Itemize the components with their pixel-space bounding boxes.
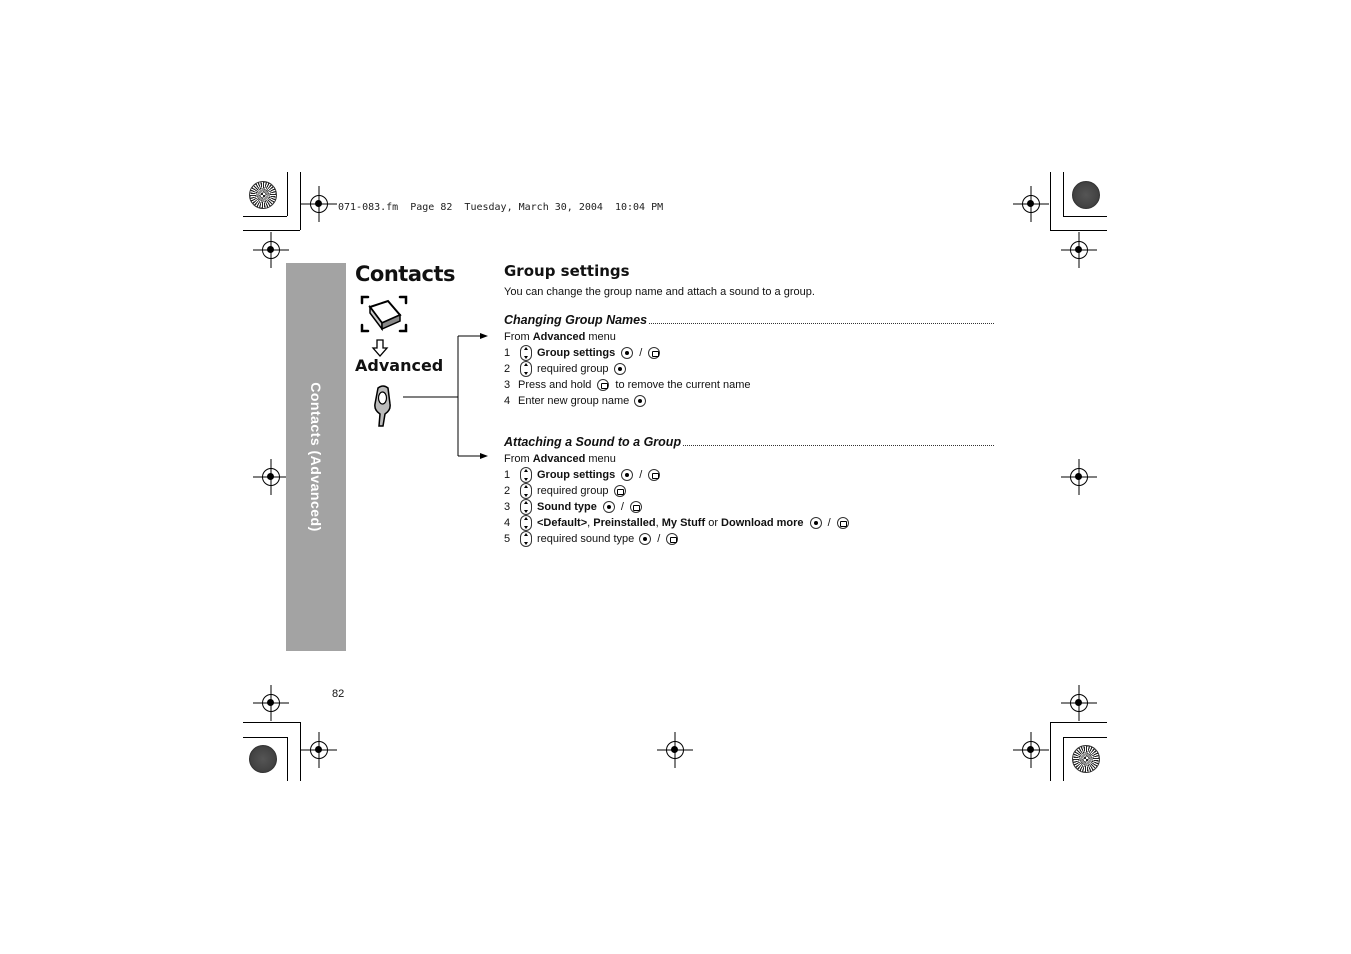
list-item: 5 required sound type /: [504, 532, 681, 546]
side-tab-label: Contacts (Advanced): [308, 382, 324, 532]
registration-star-icon: [249, 181, 277, 209]
page-number: 82: [332, 688, 345, 700]
nav-key-icon: [520, 515, 532, 531]
registration-star-icon: [1072, 181, 1100, 209]
advanced-key-icon: [370, 384, 396, 428]
ok-key-icon: [621, 469, 633, 481]
registration-target-icon: [1070, 468, 1088, 486]
registration-target-icon: [1070, 694, 1088, 712]
contacts-card-icon: [358, 293, 410, 335]
soft-key-icon: [597, 379, 609, 391]
list-item: 3 Press and hold to remove the current name: [504, 379, 751, 391]
list-item: 4 <Default> , Preinstalled , My Stuff or Download more /: [504, 516, 852, 530]
nav-key-icon: [520, 499, 532, 515]
ok-key-icon: [603, 501, 615, 513]
list-item: 3 Sound type /: [504, 500, 645, 514]
list-item: 1 Group settings /: [504, 468, 663, 482]
list-item: 2 required group: [504, 362, 629, 376]
advanced-menu-label: Advanced: [355, 356, 444, 375]
nav-key-icon: [520, 483, 532, 499]
registration-target-icon: [262, 468, 280, 486]
soft-key-icon: [630, 501, 642, 513]
file-info: 071-083.fm Page 82 Tuesday, March 30, 2004 10:04 PM: [338, 202, 664, 213]
ok-key-icon: [621, 347, 633, 359]
page-title: Contacts: [355, 262, 455, 286]
list-item: 4 Enter new group name: [504, 394, 649, 408]
registration-target-icon: [1022, 195, 1040, 213]
from-line: From Advanced menu: [504, 453, 616, 465]
soft-key-icon: [648, 347, 660, 359]
registration-target-icon: [310, 741, 328, 759]
arrow-down-icon: [371, 339, 389, 357]
subsection-heading: Attaching a Sound to a Group: [504, 433, 994, 449]
nav-key-icon: [520, 467, 532, 483]
registration-target-icon: [310, 195, 328, 213]
ok-key-icon: [614, 363, 626, 375]
registration-star-icon: [249, 745, 277, 773]
soft-key-icon: [666, 533, 678, 545]
registration-star-icon: [1072, 745, 1100, 773]
soft-key-icon: [648, 469, 660, 481]
ok-key-icon: [634, 395, 646, 407]
soft-key-icon: [614, 485, 626, 497]
registration-target-icon: [666, 741, 684, 759]
registration-target-icon: [1022, 741, 1040, 759]
flow-connector: [400, 330, 492, 462]
section-intro: You can change the group name and attach a sound to a group.: [504, 286, 815, 298]
ok-key-icon: [639, 533, 651, 545]
nav-key-icon: [520, 345, 532, 361]
nav-key-icon: [520, 361, 532, 377]
section-title: Group settings: [504, 262, 630, 280]
list-item: 2 required group: [504, 484, 629, 498]
subsection-heading: Changing Group Names: [504, 311, 994, 327]
registration-target-icon: [262, 241, 280, 259]
from-line: From Advanced menu: [504, 331, 616, 343]
soft-key-icon: [837, 517, 849, 529]
list-item: 1 Group settings /: [504, 346, 663, 360]
registration-target-icon: [1070, 241, 1088, 259]
ok-key-icon: [810, 517, 822, 529]
nav-key-icon: [520, 531, 532, 547]
registration-target-icon: [262, 694, 280, 712]
